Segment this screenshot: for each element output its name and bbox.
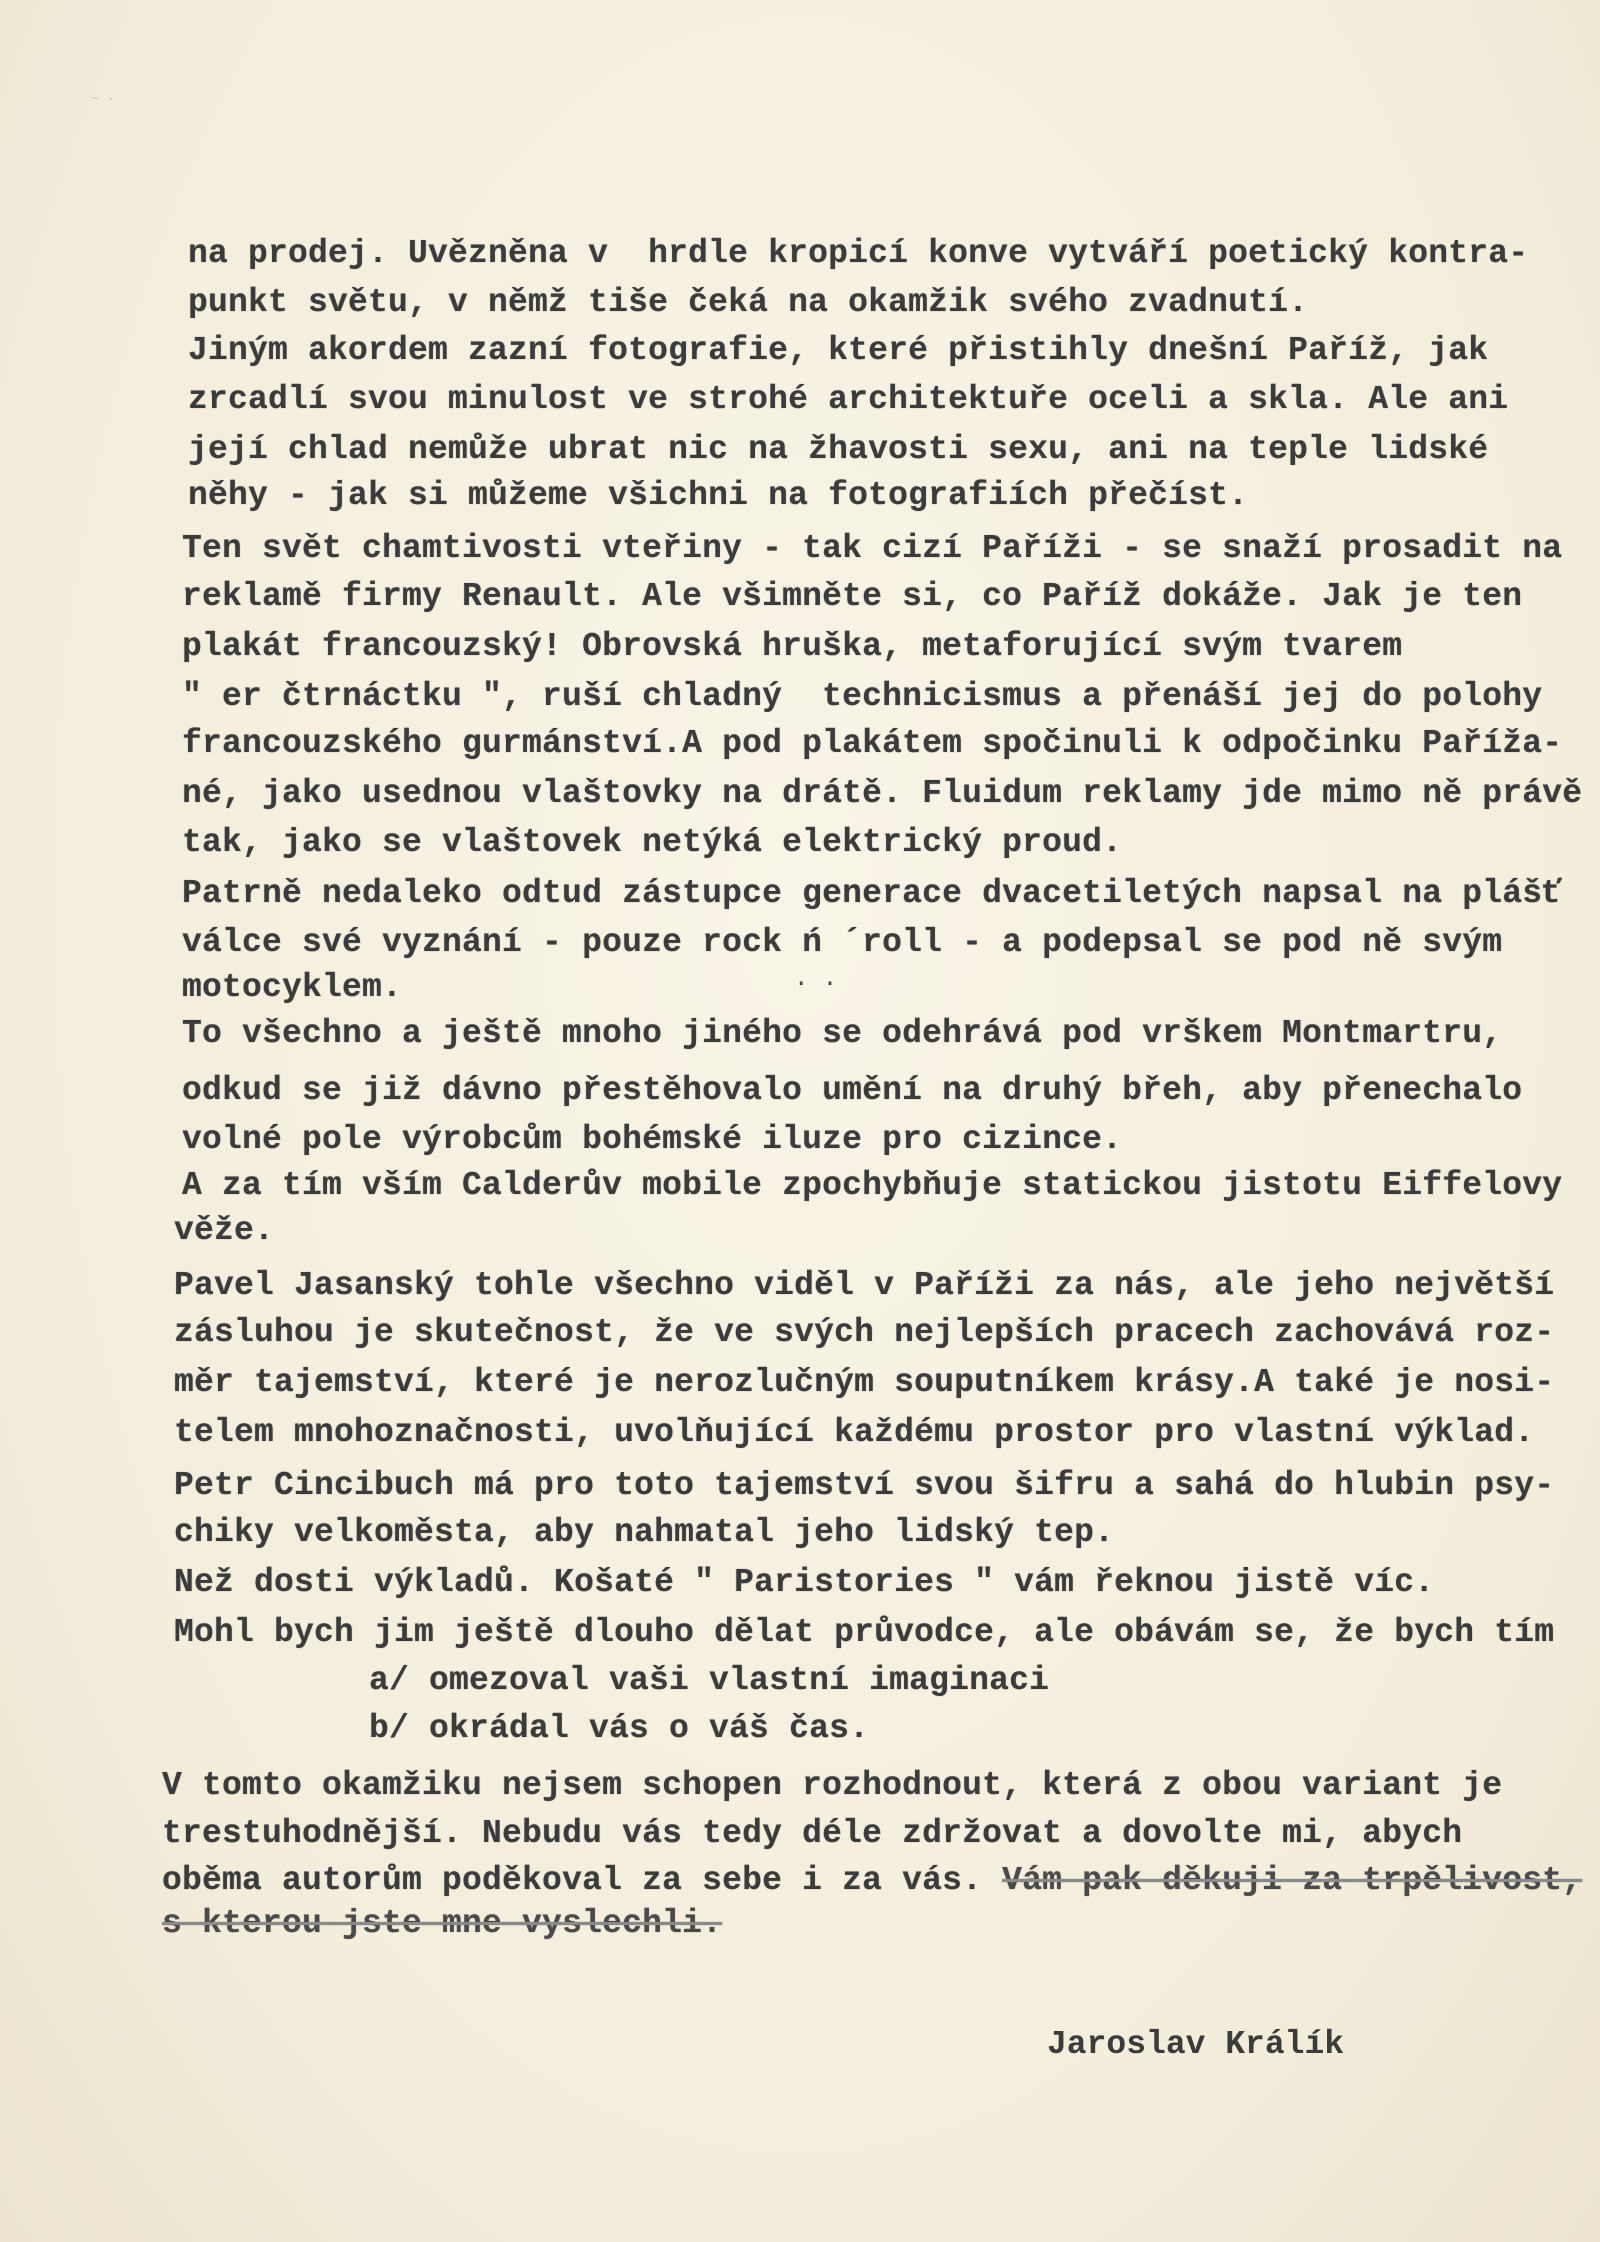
line-text: plakát francouzský! Obrovská hruška, metaforující svým tvarem (182, 628, 1403, 665)
text-line (174, 1266, 1554, 1306)
line-text: telem mnohoznačnosti, uvolňující každému prostor pro vlastní výklad. (174, 1414, 1535, 1451)
text-line (182, 774, 1582, 814)
text-line (162, 1861, 1582, 1901)
text-line (188, 234, 1528, 274)
line-text: zrcadlí svou minulost ve strohé architektuře oceli a skla. Ale ani (188, 381, 1509, 418)
line-text: měr tajemství, které je nerozlučným souputníkem krásy.A také je nosi- (174, 1364, 1555, 1401)
text-line (369, 1709, 869, 1749)
text-line (182, 724, 1562, 764)
text-line (182, 823, 1122, 863)
struck-text: s kterou jste mne vyslechli. (162, 1905, 723, 1942)
text-line (182, 874, 1562, 914)
text-line (174, 1413, 1534, 1453)
text-line (174, 1613, 1554, 1653)
line-text: něhy - jak si můžeme všichni na fotografiích přečíst. (188, 477, 1249, 514)
line-text: Jiným akordem zazní fotografie, které přistihly dnešní Paříž, jak (188, 332, 1489, 369)
text-line (174, 1363, 1554, 1403)
text-line (188, 380, 1508, 420)
text-line (162, 1904, 722, 1944)
line-text: válce své vyznání - pouze rock ń ´roll - a podepsal se pod ně svým (182, 924, 1503, 961)
line-text: oběma autorům poděkoval za sebe i za vás. (162, 1862, 1003, 1899)
line-text: francouzského gurmánství.A pod plakátem spočinuli k odpočinku Paříža- (182, 725, 1563, 762)
line-text: Patrně nedaleko odtud zástupce generace dvacetiletých napsal na plášť (182, 875, 1563, 912)
line-text: zásluhou je skutečnost, že ve svých nejlepších pracech zachovává roz- (174, 1314, 1555, 1351)
text-line (182, 627, 1402, 667)
line-text: Petr Cincibuch má pro toto tajemství svou šifru a sahá do hlubin psy- (174, 1467, 1555, 1504)
text-line (182, 529, 1562, 569)
line-text: na prodej. Uvězněna v hrdle kropicí konve vytváří poetický kontra- (188, 235, 1529, 272)
paper-stain: ~ · (90, 92, 116, 108)
line-text: Než dosti výkladů. Košaté " Paristories " vám řeknou jistě víc. (174, 1564, 1435, 1601)
line-text: a/ omezoval vaši vlastní imaginaci (369, 1662, 1050, 1699)
line-text: Pavel Jasanský tohle všechno viděl v Paříži za nás, ale jeho největší (174, 1267, 1555, 1304)
text-line (182, 1120, 1122, 1160)
line-text: motocyklem. (182, 969, 403, 1006)
line-text: reklamě firmy Renault. Ale všimněte si, co Paříž dokáže. Jak je ten (182, 578, 1523, 615)
line-text: To všechno a ještě mnoho jiného se odehrává pod vrškem Montmartru, (182, 1015, 1503, 1052)
line-text: b/ okrádal vás o váš čas. (369, 1710, 870, 1747)
text-line (182, 1071, 1522, 1111)
text-line (188, 476, 1248, 516)
text-line (174, 1313, 1554, 1353)
text-line (182, 1166, 1562, 1206)
text-line (162, 1766, 1502, 1806)
line-text: Ten svět chamtivosti vteřiny - tak cizí Paříži - se snaží prosadit na (182, 530, 1563, 567)
text-line (174, 1513, 1114, 1553)
text-line (182, 923, 1502, 963)
line-text: věže. (174, 1212, 275, 1249)
line-text: odkud se již dávno přestěhovalo umění na druhý břeh, aby přenechalo (182, 1072, 1523, 1109)
text-line (188, 283, 1308, 323)
text-line (369, 1661, 1049, 1701)
line-text: její chlad nemůže ubrat nic na žhavosti sexu, ani na teple lidské (188, 431, 1489, 468)
line-text: A za tím vším Calderův mobile zpochybňuje statickou jistotu Eiffelovy (182, 1167, 1563, 1204)
accent-dots: . . (794, 966, 838, 993)
text-line (162, 1814, 1462, 1854)
text-line (182, 968, 402, 1008)
line-text: V tomto okamžiku nejsem schopen rozhodnout, která z obou variant je (162, 1767, 1503, 1804)
line-text: volné pole výrobcům bohémské iluze pro cizince. (182, 1121, 1123, 1158)
text-line (182, 1014, 1502, 1054)
line-text: punkt světu, v němž tiše čeká na okamžik svého zvadnutí. (188, 284, 1309, 321)
text-line (174, 1563, 1434, 1603)
text-line (174, 1466, 1554, 1506)
line-text: chiky velkoměsta, aby nahmatal jeho lidský tep. (174, 1514, 1115, 1551)
line-text: tak, jako se vlaštovek netýká elektrický proud. (182, 824, 1123, 861)
struck-text: Vám pak děkuji za trpělivost, (1002, 1862, 1583, 1899)
line-text: Mohl bych jim ještě dlouho dělat průvodce, ale obávám se, že bych tím (174, 1614, 1555, 1651)
signature: Jaroslav Králík (1047, 2026, 1345, 2063)
text-line (182, 577, 1522, 617)
line-text: né, jako usednou vlaštovky na drátě. Fluidum reklamy jde mimo ně právě (182, 775, 1583, 812)
text-line (188, 430, 1488, 470)
line-text: " er čtrnáctku ", ruší chladný technicismus a přenáší jej do polohy (182, 678, 1543, 715)
text-line (182, 677, 1542, 717)
text-line (174, 1211, 274, 1251)
line-text: trestuhodnější. Nebudu vás tedy déle zdržovat a dovolte mi, abych (162, 1815, 1463, 1852)
text-line (188, 331, 1488, 371)
